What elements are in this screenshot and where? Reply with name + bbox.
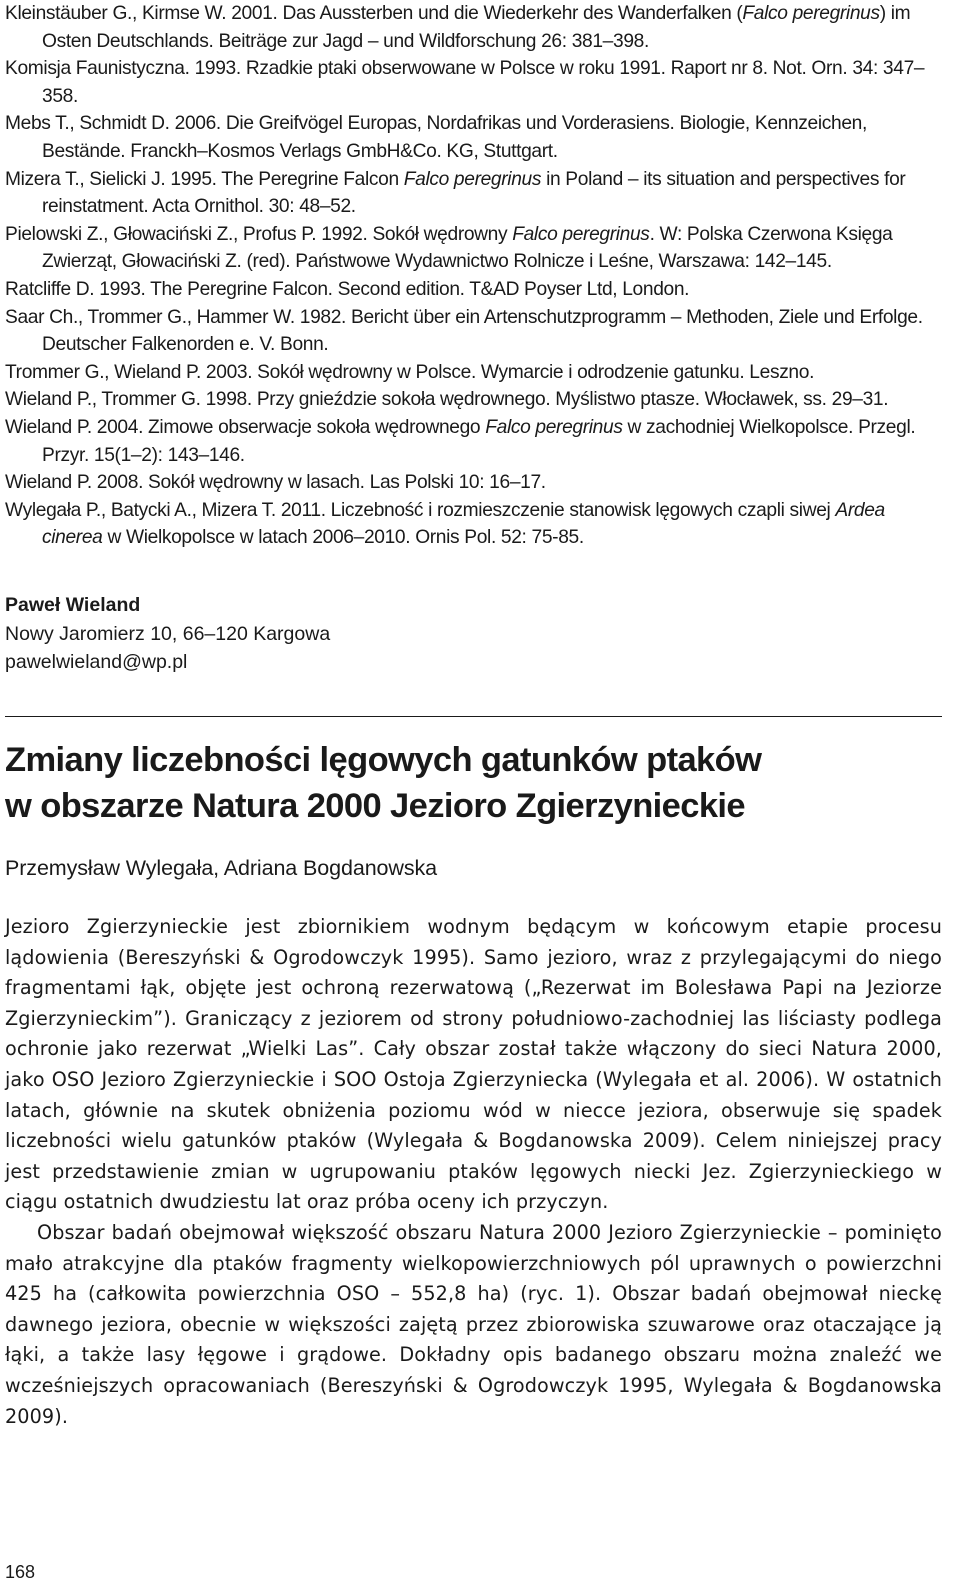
article-title xyxy=(5,737,942,829)
reference-entry: Wieland P. 2004. Zimowe obserwacje sokoła wędrownego Falco peregrinus w zachodniej Wielkopolsce. Przegl. Przyr. 15(1–2): 143–146. xyxy=(5,416,916,466)
reference-entry: Saar Ch., Trommer G., Hammer W. 1982. Bericht über ein Artenschutzprogramm – Methoden, Ziele und Erfolge. Deutscher Falkenorden e. V. Bonn. xyxy=(5,306,923,356)
reference-entry: Mizera T., Sielicki J. 1995. The Peregrine Falcon Falco peregrinus in Poland – its situation and perspectives for reinstatment. Acta Ornithol. 30: 48–52. xyxy=(5,168,906,218)
author-name: Paweł Wieland xyxy=(5,594,141,616)
reference-entry: Pielowski Z., Głowaciński Z., Profus P. 1992. Sokół wędrowny Falco peregrinus. W: Polska Czerwona Księga Zwierząt, Głowaciński Z. (red). Państwowe Wydawnictwo Rolnicze i Leśne, Warszawa: 142–145. xyxy=(5,223,893,273)
body-paragraph: Obszar badań obejmował większość obszaru Natura 2000 Jezioro Zgierzynieckie – pominięto mało atrakcyjne dla ptaków fragmenty wielkopowierzchniowych pól uprawnych o powierzchni 425 ha (całkowita powierzchnia OSO – 552,8 ha) (ryc. 1). Obszar badań obejmował nieckę dawnego jeziora, obecnie w większości zajętą przez zbiorowiska szuwarowe oraz otaczające ją łąki, a także lasy łęgowe i grądowe. Dokładny opis badanego obszaru można znaleźć we wcześniejszych opracowaniach (Bereszyński & Ogrodowczyk 1995, Wylegała & Bogdanowska 2009). xyxy=(5,1220,942,1428)
reference-entry: Komisja Faunistyczna. 1993. Rzadkie ptaki obserwowane w Polsce w roku 1991. Raport nr 8. Not. Orn. 34: 347–358. xyxy=(5,58,925,107)
article-title-line: w obszarze Natura 2000 Jezioro Zgierzynieckie xyxy=(5,787,745,825)
section-divider xyxy=(5,716,942,717)
author-address: Nowy Jaromierz 10, 66–120 Kargowa xyxy=(5,622,331,645)
article-body xyxy=(5,912,942,1432)
reference-entry: Mebs T., Schmidt D. 2006. Die Greifvögel Europas, Nordafrikas und Vorderasiens. Biologie, Kennzeichen, Bestände. Franckh–Kosmos Verlags GmbH&Co. KG, Stuttgart. xyxy=(5,113,867,162)
reference-list xyxy=(5,0,942,552)
article-title-line: Zmiany liczebności lęgowych gatunków ptaków xyxy=(5,741,762,779)
page-number: 168 xyxy=(5,1562,36,1582)
body-paragraph: Jezioro Zgierzynieckie jest zbiornikiem wodnym będącym w końcowym etapie procesu lądowienia (Bereszyński & Ogrodowczyk 1995). Samo jezioro, wraz z przylegającymi do niego fragmentami łąk, objęte jest ochroną rezerwatową („Rezerwat im Bolesława Papi na Jeziorze Zgierzynieckim”). Graniczący z jeziorem od strony południowo-zachodniej las liściasty podlega ochronie jako rezerwat „Wielki Las”. Cały obszar został także włączony do sieci Natura 2000, jako OSO Jezioro Zgierzynieckie i SOO Ostoja Zgierzyniecka (Wylegała et al. 2006). W ostatnich latach, głównie na skutek obniżenia poziomu wód w niecce jeziora, obserwuje się spadek liczebności wielu gatunków ptaków (Wylegała & Bogdanowska 2009). Celem niniejszej pracy jest przedstawienie zmian w ugrupowaniu ptaków lęgowych niecki Jez. Zgierzynieckiego w ciągu ostatnich dwudziestu lat oraz próba oceny ich przyczyn. xyxy=(5,915,942,1214)
reference-entry: Wylegała P., Batycki A., Mizera T. 2011. Liczebność i rozmieszczenie stanowisk lęgowych czapli siwej Ardea cinerea w Wielkopolsce w latach 2006–2010. Ornis Pol. 52: 75-85. xyxy=(5,499,885,549)
author-contact-block xyxy=(5,591,330,677)
reference-entry: Kleinstäuber G., Kirmse W. 2001. Das Aussterben und die Wiederkehr des Wanderfalken (Falco peregrinus) im Osten Deutschlands. Beiträge zur Jagd – und Wildforschung 26: 381–398. xyxy=(5,3,911,52)
reference-entry: Ratcliffe D. 1993. The Peregrine Falcon. Second edition. T&AD Poyser Ltd, London. xyxy=(5,278,690,300)
reference-entry: Wieland P. 2008. Sokół wędrowny w lasach. Las Polski 10: 16–17. xyxy=(5,472,546,494)
author-email: pawelwieland@wp.pl xyxy=(5,651,188,673)
reference-entry: Trommer G., Wieland P. 2003. Sokół wędrowny w Polsce. Wymarcie i odrodzenie gatunku. Leszno. xyxy=(5,361,815,383)
reference-entry: Wieland P., Trommer G. 1998. Przy gnieździe sokoła wędrownego. Myślistwo ptasze. Włocławek, ss. 29–31. xyxy=(5,389,889,411)
article-authors: Przemysław Wylegała, Adriana Bogdanowska xyxy=(5,856,437,880)
